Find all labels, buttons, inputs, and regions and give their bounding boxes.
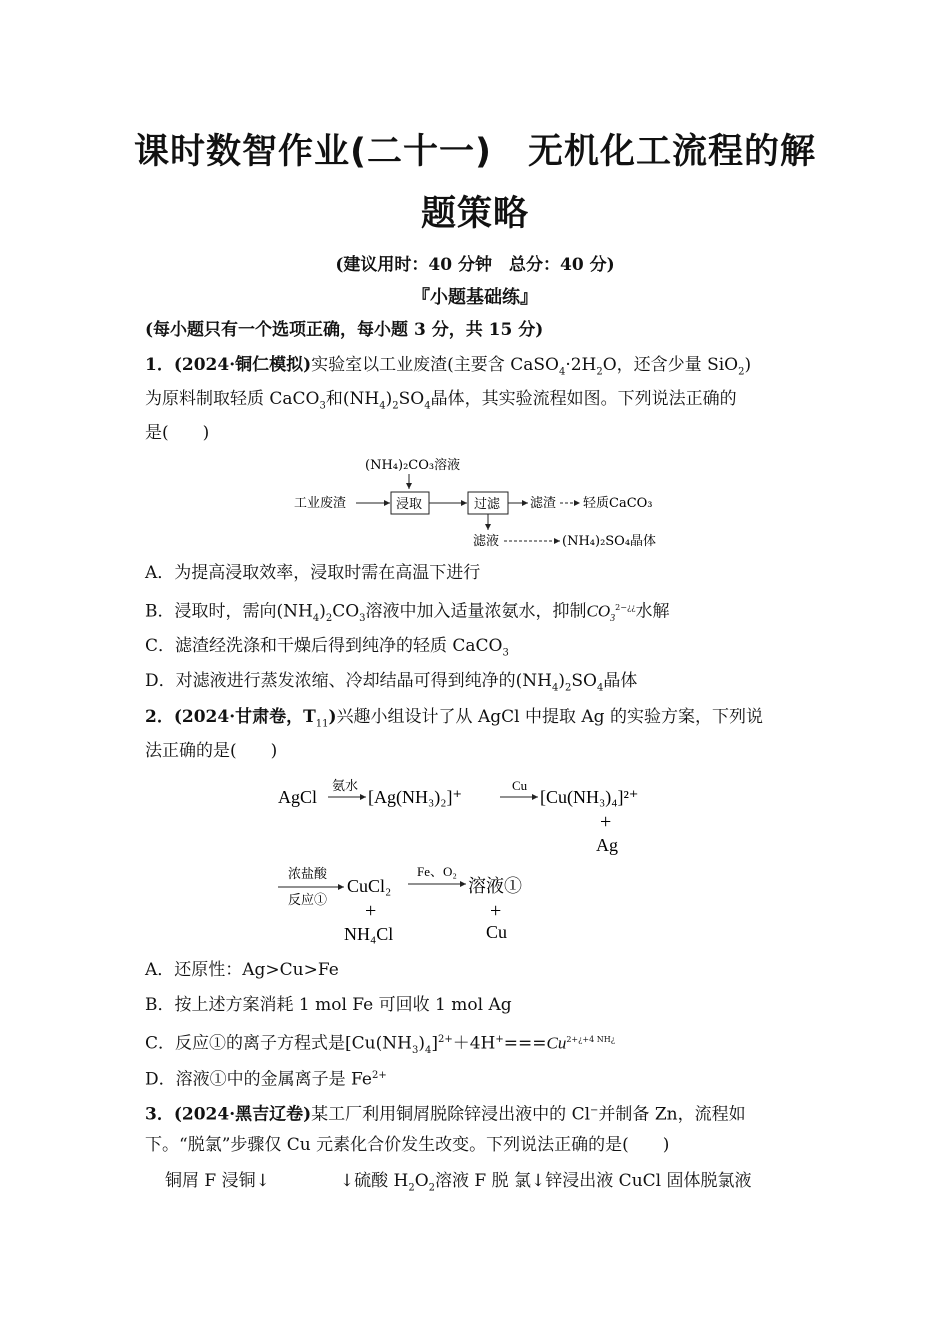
instruction-text: (每小题只有一个选项正确，每小题 3 分，共 15 分) [145, 320, 544, 340]
q1-product1-label: 轻质CaCO₃ [583, 496, 653, 511]
q2-ammonia-label: 氨水 [332, 778, 359, 793]
q2-line2: 法正确的是( ) [145, 741, 278, 761]
doc-title-line2: 题策略 [420, 194, 529, 234]
q2-complex1: [Ag(NH₃)₂]⁺ [368, 787, 463, 807]
q1-start-label: 工业废渣 [294, 496, 347, 511]
q1-flow-diagram [290, 452, 670, 552]
q2-option-d: D．溶液①中的金属离子是 $Fe^{2+}$ [145, 1069, 387, 1090]
q2-agcl: AgCl [278, 787, 318, 807]
q2-solution1: 溶液① [468, 876, 522, 896]
q1-residue-label: 滤渣 [530, 496, 557, 511]
q1-reagent-label: (NH₄)₂CO₃溶液 [365, 458, 461, 473]
q2-flow-diagram [270, 770, 700, 950]
q2-reaction1-label: 反应① [288, 892, 328, 907]
q2-complex2: [Cu(NH₃)₄]²⁺ [540, 787, 639, 807]
q1-option-d: D．对滤液进行蒸发浓缩、冷却结晶可得到纯净的$(NH_4)_2SO_4$晶体 [145, 671, 638, 694]
q2-option-a: A．还原性：Ag>Cu>Fe [145, 960, 339, 980]
q3-line3: 铜屑 F 浸铜↓ ↓硫酸 $H_2O_2$溶液 F 脱 氯↓锌浸出液 CuCl 固体脱氯液 [165, 1171, 752, 1194]
q1-box-filter-label: 过滤 [474, 497, 501, 512]
q2-plus-1: + [600, 811, 612, 833]
q1-line1: 1．(2024·铜仁模拟)实验室以工业废渣(主要含 $CaSO_4\cdot 2H_2O$，还含少量 SiO$_2$) [145, 355, 752, 378]
q2-option-c: C．反应①的离子方程式是$[Cu(NH_3)_4]^{2+}+4H^+===Cu^{2+¿+4 NH¿}$ [145, 1033, 616, 1057]
q2-line1: 2．(2024·甘肃卷，$T_{11}$)兴趣小组设计了从 AgCl 中提取 Ag 的实验方案，下列说 [145, 707, 763, 730]
q2-plus-2: + [365, 900, 377, 922]
q3-line1: 3．(2024·黑吉辽卷)某工厂利用铜屑脱除锌浸出液中的 Cl−并制备 Zn，流程如 [145, 1104, 746, 1125]
q2-option-b: B．按上述方案消耗 1 mol Fe 可回收 1 mol Ag [145, 995, 512, 1015]
time-score-note: (建议用时：40 分钟 总分：40 分) [335, 255, 615, 275]
q1-product2-label: (NH₄)₂SO₄晶体 [562, 534, 657, 549]
q1-filtrate-label: 滤液 [473, 534, 500, 549]
q3-line2: 下。“脱氯”步骤仅 Cu 元素化合价发生改变。下列说法正确的是( ) [145, 1135, 670, 1155]
q1-box-leach-label: 浸取 [396, 497, 423, 512]
q1-option-a: A．为提高浸取效率，浸取时需在高温下进行 [145, 563, 481, 583]
q2-plus-3: + [490, 900, 502, 922]
section-heading: 『小题基础练』 [412, 287, 538, 308]
q2-conc-hcl-label: 浓盐酸 [288, 866, 328, 881]
doc-title-line1: 课时数智作业(二十一) 无机化工流程的解 [134, 132, 816, 172]
q2-cucl2: CuCl₂ [347, 876, 392, 896]
q2-nh4cl: NH₄Cl [344, 924, 394, 944]
q2-ag: Ag [596, 835, 618, 855]
q2-cu: Cu [486, 922, 508, 942]
q1-option-b: B．浸取时，需向$(NH_4)_2CO_3$溶液中加入适量浓氨水，抑制$CO_3^{2-¿¿}$水解 [145, 601, 670, 625]
q1-option-c: C．滤渣经洗涤和干燥后得到纯净的轻质 CaCO$_3$ [145, 636, 509, 659]
q2-fe-o2-label: Fe、O₂ [417, 864, 457, 879]
q2-cu-label: Cu [512, 778, 528, 793]
q1-line2: 为原料制取轻质 CaCO$_3$和$(NH_4)_2SO_4$晶体，其实验流程如图。下列说法正确的 [145, 389, 737, 412]
q1-line3: 是( ) [145, 423, 210, 443]
